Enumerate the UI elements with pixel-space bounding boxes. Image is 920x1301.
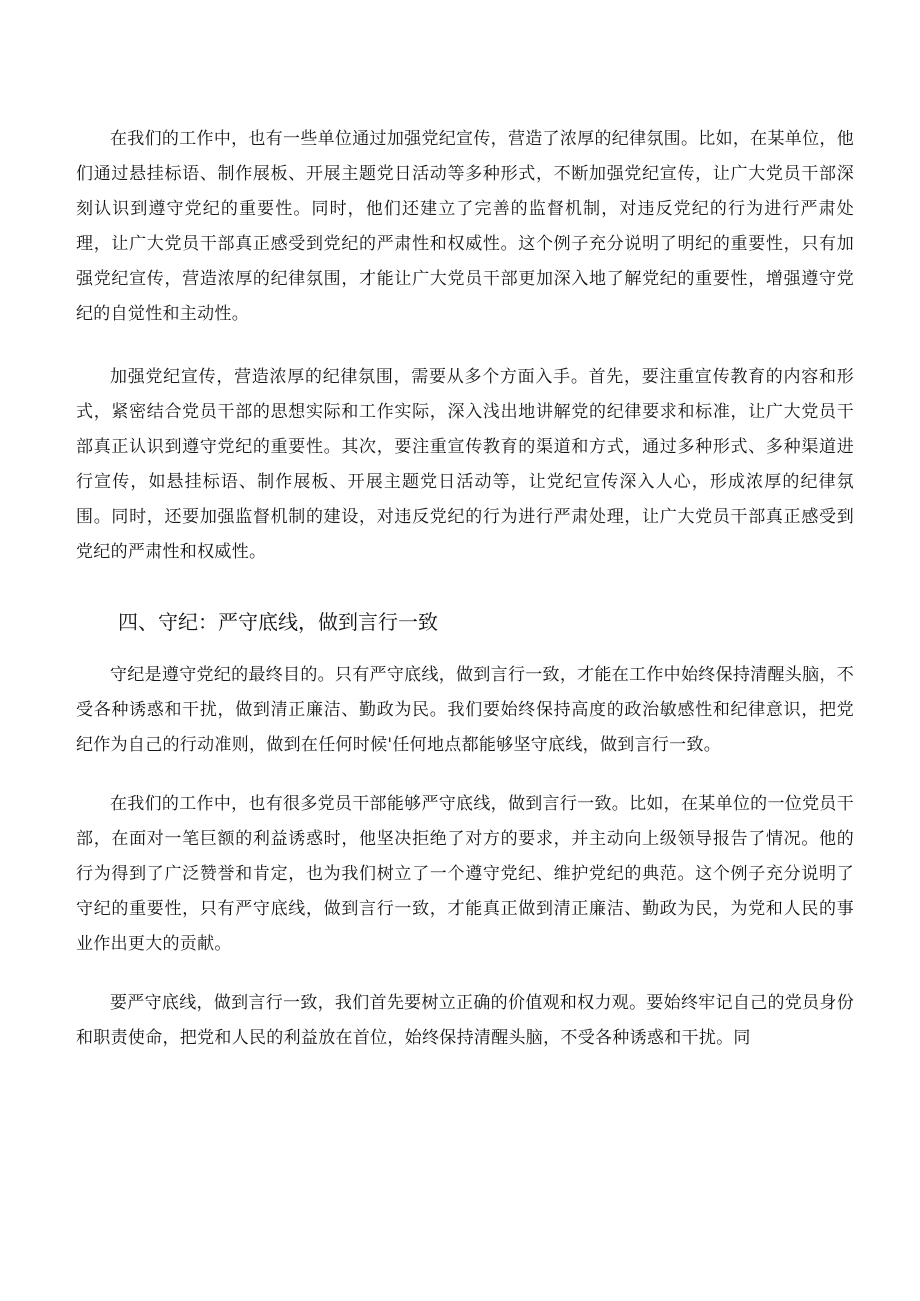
body-paragraph: 守纪是遵守党纪的最终目的。只有严守底线，做到言行一致，才能在工作中始终保持清醒头脑，不受各种诱惑和干扰，做到清正廉洁、勤政为民。我们要始终保持高度的政治敏感性和纪律意识，把党纪作为自己的行动准则，做到在任何时候'任何地点都能够坚守底线，做到言行一致。: [76, 665, 854, 755]
body-paragraph: 加强党纪宣传，营造浓厚的纪律氛围，需要从多个方面入手。首先，要注重宣传教育的内容和形式，紧密结合党员干部的思想实际和工作实际，深入浅出地讲解党的纪律要求和标准，让广大党员干部真正认识到遵守党纪的重要性。其次，要注重宣传教育的渠道和方式，通过多种形式、多种渠道进行宣传，如悬挂标语、制作展板、开展主题党日活动等，让党纪宣传深入人心，形成浓厚的纪律氛围。同时，还要加强监督机制的建设，对违反党纪的行为进行严肃处理，让广大党员干部真正感受到党纪的严肃性和权威性。: [76, 367, 854, 562]
body-paragraph: 在我们的工作中，也有一些单位通过加强党纪宣传，营造了浓厚的纪律氛围。比如，在某单位，他们通过悬挂标语、制作展板、开展主题党日活动等多种形式，不断加强党纪宣传，让广大党员干部深刻认识到遵守党纪的重要性。同时，他们还建立了完善的监督机制，对违反党纪的行为进行严肃处理，让广大党员干部真正感受到党纪的严肃性和权威性。这个例子充分说明了明纪的重要性，只有加强党纪宣传，营造浓厚的纪律氛围，才能让广大党员干部更加深入地了解党纪的重要性，增强遵守党纪的自觉性和主动性。: [76, 129, 854, 324]
body-paragraph: 要严守底线，做到言行一致，我们首先要树立正确的价值观和权力观。要始终牢记自己的党员身份和职责使命，把党和人民的利益放在首位，始终保持清醒头脑，不受各种诱惑和干扰。同: [76, 993, 854, 1048]
section-heading: 四、守纪：严守底线，做到言行一致: [118, 610, 438, 634]
body-paragraph: 在我们的工作中，也有很多党员干部能够严守底线，做到言行一致。比如，在某单位的一位党员干部，在面对一笔巨额的利益诱惑时，他坚决拒绝了对方的要求，并主动向上级领导报告了情况。他的行为得到了广泛赞誉和肯定，也为我们树立了一个遵守党纪、维护党纪的典范。这个例子充分说明了守纪的重要性，只有严守底线，做到言行一致，才能真正做到清正廉洁、勤政为民，为党和人民的事业作出更大的贡献。: [76, 794, 854, 954]
